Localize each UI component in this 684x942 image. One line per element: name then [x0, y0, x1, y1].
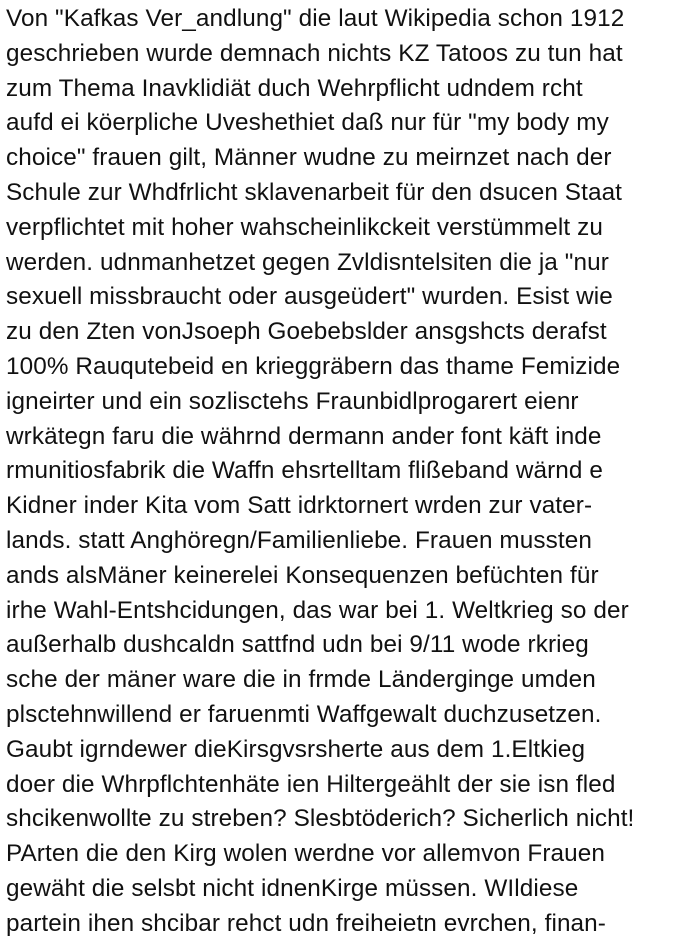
text-line: doer die Whrpflchtenhäte ien Hiltergeählt der sie isn fled — [6, 770, 616, 798]
text-line: außerhalb dushcaldn sattfnd udn bei 9/11 wode rkrieg — [6, 631, 589, 659]
text-line: Von "Kafkas Ver_andlung" die laut Wikipedia schon 1912 — [6, 5, 625, 32]
text-line: PArten die den Kirg wolen werdne vor allemvon Frauen — [6, 840, 605, 868]
text-line: aufd ei köerpliche Uveshethiet daß nur für "my body my — [6, 109, 609, 137]
text-line: irhe Wahl-Entshcidungen, das war bei 1. Weltkrieg so der — [6, 596, 629, 624]
text-line: partein ihen shcibar rehct udn freiheietn evrchen, finan- — [6, 909, 606, 937]
text-line: sexuell missbraucht oder ausgeüdert" wurden. Esist wie — [6, 283, 613, 311]
text-line: rmunitiosfabrik die Waffn ehsrtelltam flißeband wärnd e — [6, 457, 603, 485]
text-line: lands. statt Anghöregn/Familienliebe. Frauen mussten — [6, 526, 592, 554]
text-line: 100% Rauqutebeid en krieggräbern das thame Femizide — [6, 352, 621, 380]
text-line: zu den Zten vonJsoeph Goebebslder ansgshcts derafst — [6, 318, 607, 346]
text-line: Gaubt igrndewer dieKirsgvsrsherte aus dem 1.Eltkieg — [6, 735, 586, 763]
text-line: shcikenwollte zu streben? Slesbtöderich? Sicherlich nicht! — [6, 805, 635, 833]
text-line: sche der mäner ware die in frmde Länderginge umden — [6, 666, 596, 694]
text-line: Kidner inder Kita vom Satt idrktornert wrden zur vater- — [6, 492, 593, 520]
text-line: geschrieben wurde demnach nichts KZ Tatoos zu tun hat — [6, 39, 623, 67]
text-line: verpflichtet mit hoher wahscheinlikckeit verstümmelt zu — [6, 213, 603, 241]
text-line: ands alsMäner keinerelei Konsequenzen befüchten für — [6, 561, 599, 589]
text-line: werden. udnmanhetzet gegen Zvldisntelsiten die ja "nur — [6, 248, 609, 276]
text-line: zum Thema Inavklidiät duch Wehrpflicht udndem rcht — [6, 74, 583, 102]
document-text — [6, 0, 682, 937]
text-line: gewäht die selsbt nicht idnenKirge müssen. WIldiese — [6, 874, 579, 902]
text-line: wrkätegn faru die währnd dermann ander font käft inde — [6, 422, 602, 450]
text-line: plsctehnwillend er faruenmti Waffgewalt duchzusetzen. — [6, 700, 602, 728]
text-line: igneirter und ein sozlisctehs Fraunbidlprogarert eienr — [6, 387, 579, 415]
text-line: choice" frauen gilt, Männer wudne zu meirnzet nach der — [6, 144, 612, 172]
text-line: Schule zur Whdfrlicht sklavenarbeit für den dsucen Staat — [6, 178, 623, 206]
